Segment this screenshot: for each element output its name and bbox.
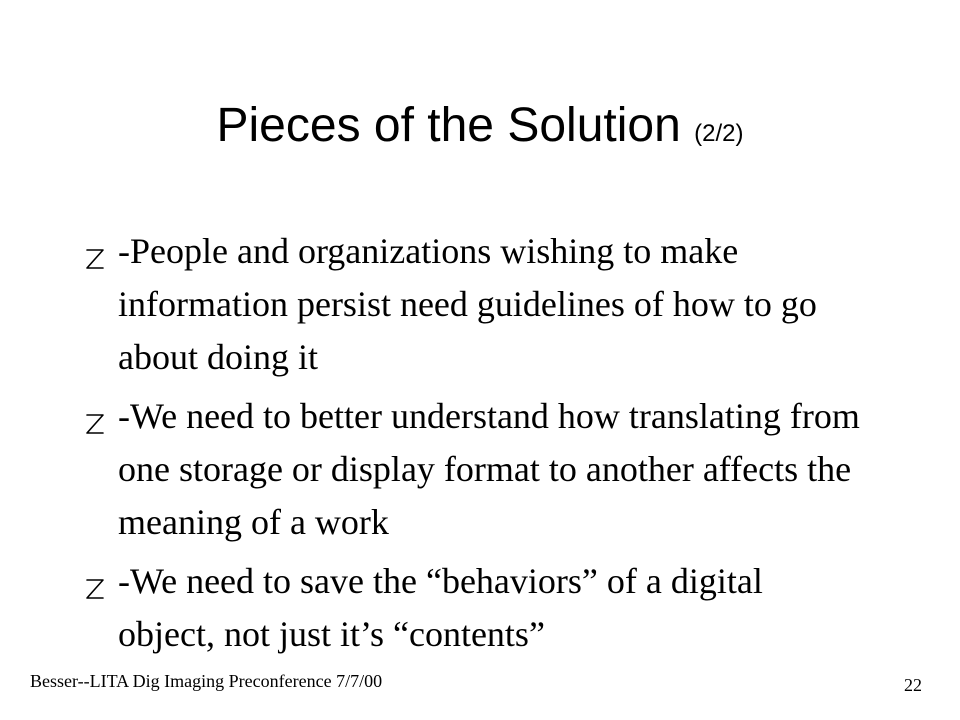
title-text: Pieces of the Solution — [216, 99, 681, 152]
bullet-item — [84, 390, 864, 549]
page-number: 22 — [904, 675, 922, 695]
z-bullet-icon — [84, 247, 106, 271]
z-bullet-icon — [84, 412, 106, 436]
footer-text: Besser--LITA Dig Imaging Preconference 7/7/00 — [30, 671, 383, 691]
bullet-item — [84, 555, 864, 661]
slide-title — [0, 96, 960, 164]
bullet-list — [84, 225, 864, 667]
bullet-text: -People and organizations wishing to make information persist need guidelines of how to go about doing it — [118, 231, 817, 377]
bullet-text: -We need to better understand how translating from one storage or display format to another affects the meaning of a work — [118, 396, 860, 542]
bullet-text: -We need to save the “behaviors” of a digital object, not just it’s “contents” — [118, 561, 763, 654]
bullet-item — [84, 225, 864, 384]
z-bullet-icon — [84, 577, 106, 601]
title-part-indicator: (2/2) — [694, 120, 744, 147]
